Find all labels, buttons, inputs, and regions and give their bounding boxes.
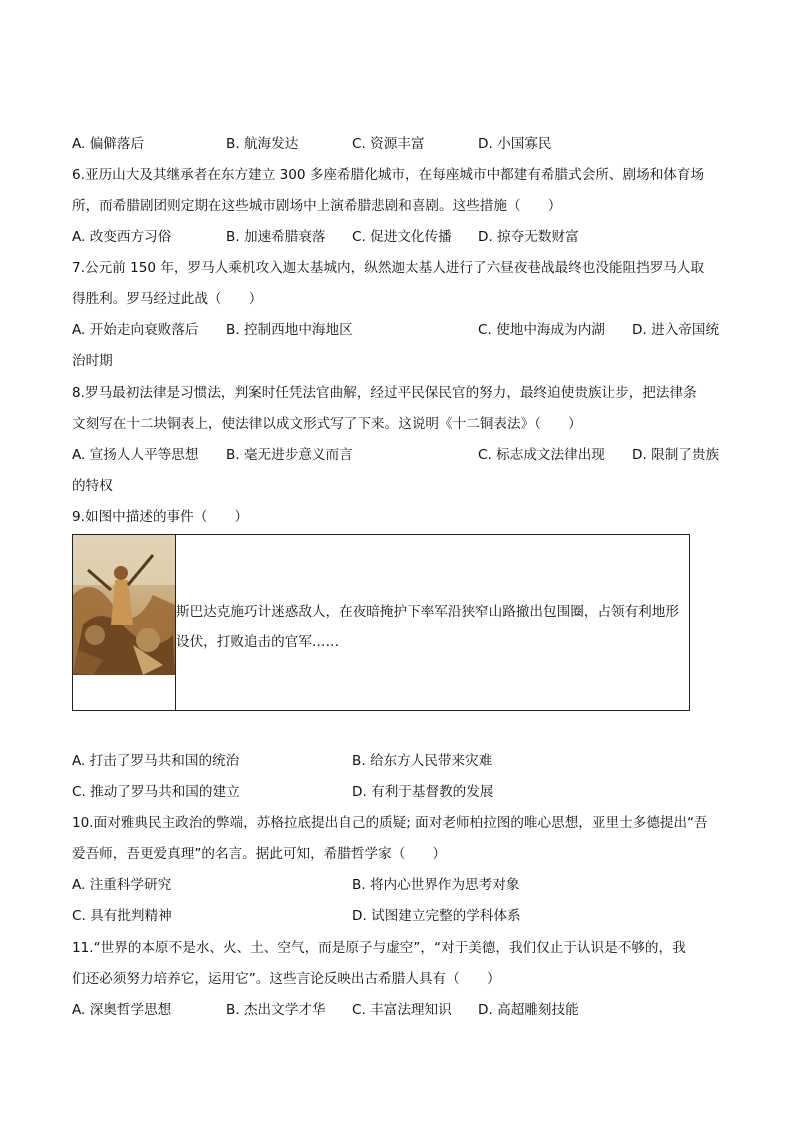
- q10-option-b: B. 将内心世界作为思考对象: [352, 877, 520, 893]
- q10-option-a: A. 注重科学研究: [72, 877, 172, 893]
- q10-option-d: D. 试图建立完整的学科体系: [352, 908, 521, 924]
- q6-stem-line2: 所，而希腊剧团则定期在这些城市剧场中上演希腊悲剧和喜剧。这些措施（ ）: [72, 198, 562, 214]
- q11-stem-line1: 11.“世界的本原不是水、火、土、空气，而是原子与虚空”，“对于美德，我们仅止于认识是不够的，我: [72, 940, 686, 956]
- q5-option-d: D. 小国寡民: [478, 136, 552, 152]
- q5-option-a: A. 偏僻落后: [72, 136, 145, 152]
- q7-stem-line1: 7.公元前 150 年，罗马人乘机攻入迦太基城内，纵然迦太基人进行了六昼夜巷战最终也没能阻挡罗马人取: [72, 260, 705, 276]
- q10-stem-line2: 爱吾师，吾更爱真理”的名言。据此可知，希腊哲学家（ ）: [72, 846, 447, 862]
- q9-figure-table: [72, 534, 690, 711]
- q7-stem-line2: 得胜利。罗马经过此战（ ）: [72, 291, 263, 307]
- q7-option-d-wrap: 治时期: [72, 353, 113, 369]
- q6-option-d: D. 掠夺无数财富: [478, 229, 579, 245]
- q8-option-a: A. 宣扬人人平等思想: [72, 447, 199, 463]
- q8-stem-line1: 8.罗马最初法律是习惯法，判案时任凭法官曲解，经过平民保民官的努力，最终迫使贵族让步，把法律条: [72, 385, 697, 401]
- q5-option-b: B. 航海发达: [226, 136, 299, 152]
- q8-stem-line2: 文刻写在十二块铜表上，使法律以成文形式写了下来。这说明《十二铜表法》（ ）: [72, 416, 582, 432]
- spartacus-painting: [73, 535, 176, 710]
- q10-option-c: C. 具有批判精神: [72, 908, 172, 924]
- q6-option-c: C. 促进文化传播: [352, 229, 452, 245]
- q6-option-a: A. 改变西方习俗: [72, 229, 172, 245]
- painting-illustration: [73, 535, 175, 710]
- q9-option-c: C. 推动了罗马共和国的建立: [72, 784, 240, 800]
- q7-option-b: B. 控制西地中海地区: [226, 322, 353, 338]
- q11-option-c: C. 丰富法理知识: [352, 1002, 452, 1018]
- q9-stem: 9.如图中描述的事件（ ）: [72, 509, 249, 525]
- q8-option-d-wrap: 的特权: [72, 478, 113, 494]
- q7-option-d: D. 进入帝国统: [632, 322, 720, 338]
- q6-option-b: B. 加速希腊衰落: [226, 229, 326, 245]
- q11-option-d: D. 高超雕刻技能: [478, 1002, 579, 1018]
- q8-option-c: C. 标志成文法律出现: [478, 447, 605, 463]
- q7-option-a: A. 开始走向衰败落后: [72, 322, 199, 338]
- q8-option-d: D. 限制了贵族: [632, 447, 720, 463]
- q7-option-c: C. 使地中海成为内湖: [478, 322, 605, 338]
- q9-figure-caption: 斯巴达克施巧计迷惑敌人，在夜暗掩护下率军沿狭窄山路撤出包围圈，占领有利地形设伏，打败追击的官军……: [176, 604, 679, 650]
- q11-option-a: A. 深奥哲学思想: [72, 1002, 172, 1018]
- q5-option-c: C. 资源丰富: [352, 136, 425, 152]
- q9-option-a: A. 打击了罗马共和国的统治: [72, 753, 240, 769]
- q11-option-b: B. 杰出文学才华: [226, 1002, 326, 1018]
- q11-stem-line2: 们还必须努力培养它，运用它”。这些言论反映出古希腊人具有（ ）: [72, 971, 501, 987]
- q10-stem-line1: 10.面对雅典民主政治的弊端，苏格拉底提出自己的质疑; 面对老师柏拉图的唯心思想，亚里士多德提出“吾: [72, 815, 708, 831]
- q9-option-d: D. 有利于基督教的发展: [352, 784, 494, 800]
- q9-option-b: B. 给东方人民带来灾难: [352, 753, 493, 769]
- q8-option-b: B. 毫无进步意义而言: [226, 447, 353, 463]
- q6-stem-line1: 6.亚历山大及其继承者在东方建立 300 多座希腊化城市，在每座城市中都建有希腊式会所、剧场和体育场: [72, 167, 705, 183]
